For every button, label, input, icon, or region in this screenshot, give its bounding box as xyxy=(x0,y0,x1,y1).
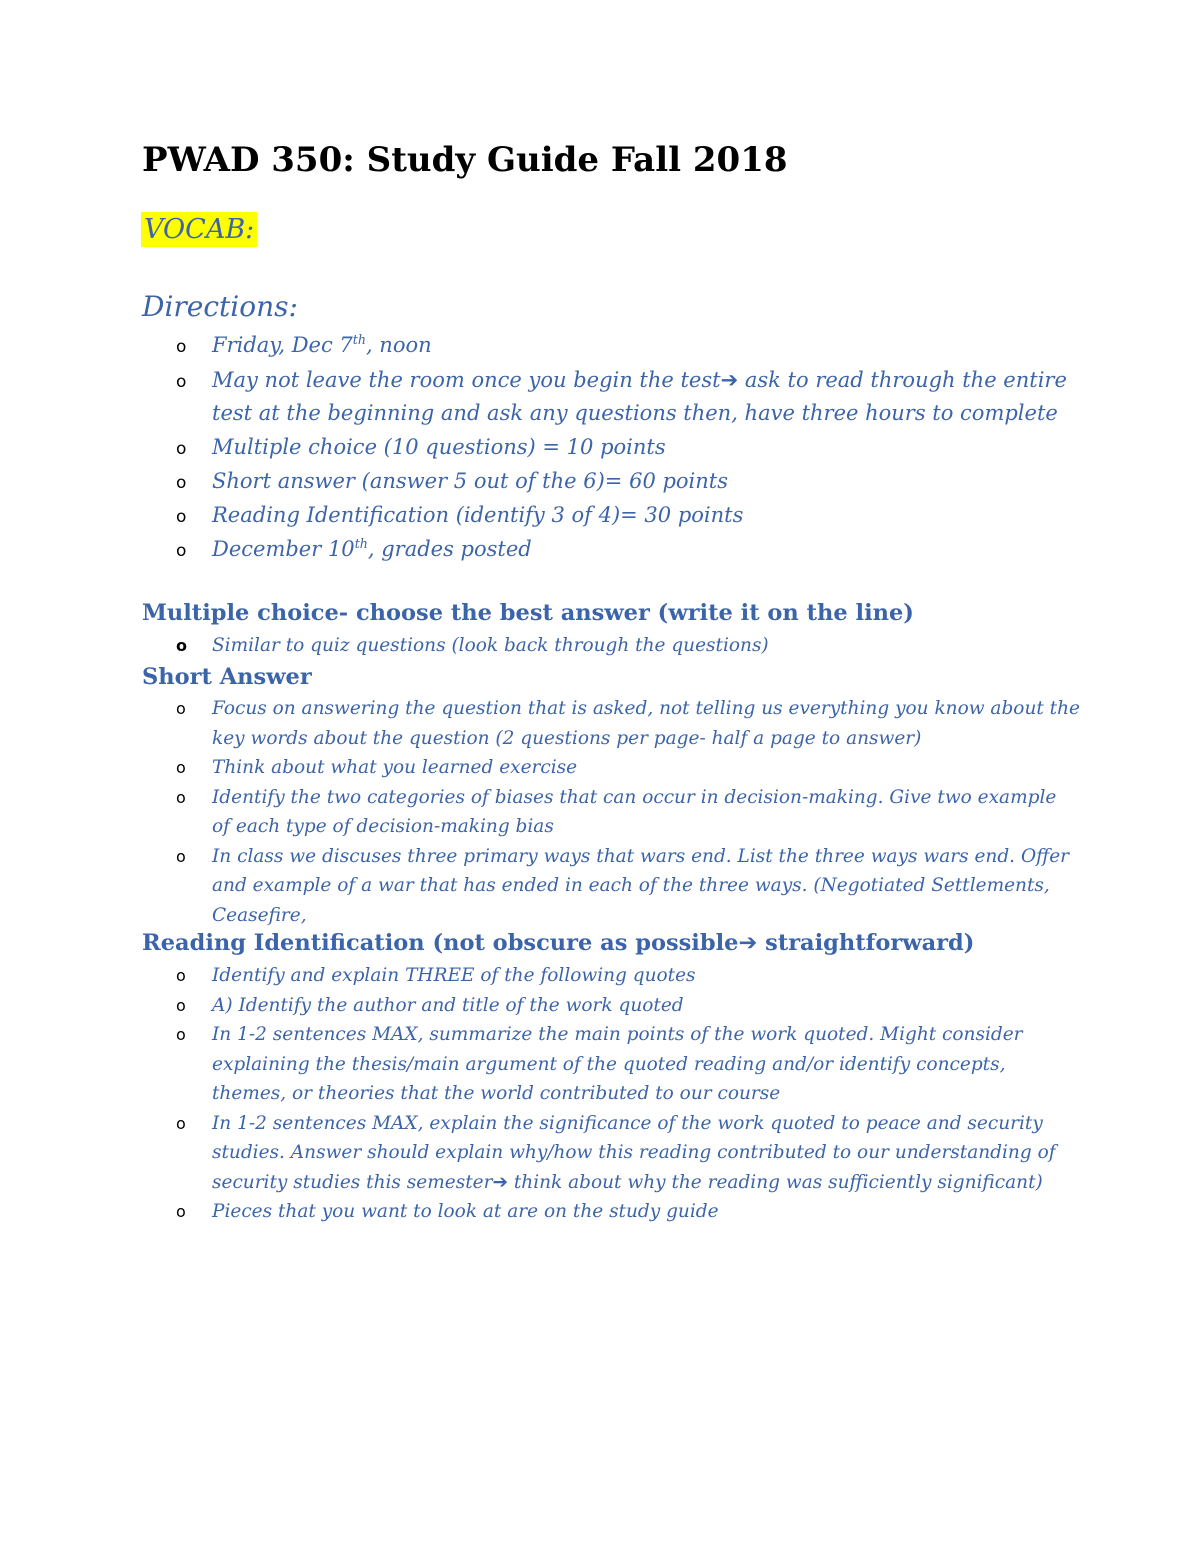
list-item: o A) Identify the author and title of the work quoted xyxy=(0,991,1200,1021)
multiple-choice-list xyxy=(0,631,1200,661)
list-item: o May not leave the room once you begin the test➔ ask to read through the entire test at the beginning and ask any questions then, have three hours to complete xyxy=(176,368,1067,425)
reading-identification-heading: Reading Identification (not obscure as possible➔ straightforward) xyxy=(142,930,975,956)
bullet-icon: o xyxy=(176,1113,186,1133)
arrow-icon: ➔ xyxy=(720,368,739,392)
vocab-label: VOCAB: xyxy=(141,212,257,247)
list-item: o December 10th, grades posted xyxy=(0,533,1200,566)
list-item: o Friday, Dec 7th, noon xyxy=(0,329,1200,362)
bullet-icon: o xyxy=(176,439,187,459)
directions-list xyxy=(0,329,1200,566)
bullet-icon: o xyxy=(176,372,187,392)
directions-heading: Directions: xyxy=(142,290,298,323)
short-answer-list xyxy=(0,694,1200,930)
bullet-icon: o xyxy=(176,758,186,777)
list-item: o Multiple choice (10 questions) = 10 points xyxy=(0,431,1200,464)
list-item: o Think about what you learned exercise xyxy=(0,753,1200,783)
list-item: o Identify the two categories of biases that can occur in decision-making. Give two example of each type of decision-making bias xyxy=(0,783,1200,842)
list-item: o Similar to quiz questions (look back through the questions) xyxy=(0,631,1200,661)
page-title: PWAD 350: Study Guide Fall 2018 xyxy=(142,140,788,180)
bullet-icon: o xyxy=(176,1025,186,1044)
list-item: o Reading Identification (identify 3 of 4)= 30 points xyxy=(0,499,1200,532)
short-answer-heading: Short Answer xyxy=(142,664,312,690)
bullet-icon: o xyxy=(176,846,186,866)
list-item: o In 1-2 sentences MAX, summarize the main points of the work quoted. Might consider explaining the thesis/main argument of the quoted reading and/or identify concepts, themes, or theories that the world contributed to our course xyxy=(0,1020,1200,1109)
bullet-icon: o xyxy=(176,787,186,807)
bullet-icon: o xyxy=(176,699,186,718)
bullet-icon: o xyxy=(176,995,186,1015)
reading-identification-list xyxy=(0,961,1200,1227)
bullet-icon: o xyxy=(176,507,187,527)
list-item: o Identify and explain THREE of the following quotes xyxy=(0,961,1200,991)
multiple-choice-heading: Multiple choice- choose the best answer (write it on the line) xyxy=(142,600,914,626)
list-item: o Focus on answering the question that is asked, not telling us everything you know about the key words about the question (2 questions per page- half a page to answer) xyxy=(0,694,1200,753)
list-item: o Pieces that you want to look at are on the study guide xyxy=(0,1197,1200,1227)
arrow-icon: ➔ xyxy=(738,930,758,956)
bullet-icon: o xyxy=(176,337,187,357)
list-item: o Short answer (answer 5 out of the 6)= 60 points xyxy=(0,465,1200,498)
arrow-icon: ➔ xyxy=(492,1171,508,1193)
bullet-icon: o xyxy=(176,636,187,655)
list-item: o In class we discuses three primary ways that wars end. List the three ways wars end. Offer and example of a war that has ended in each of the three ways. (Negotiated Settlements, Ceasefire, xyxy=(0,842,1200,931)
bullet-icon: o xyxy=(176,473,187,493)
list-item: o In 1-2 sentences MAX, explain the significance of the work quoted to peace and security studies. Answer should explain why/how this reading contributed to our understanding of security studies this semester➔ think about why the reading was sufficiently significant) xyxy=(0,1109,1200,1198)
bullet-icon: o xyxy=(176,1202,186,1221)
bullet-icon: o xyxy=(176,541,187,561)
bullet-icon: o xyxy=(176,966,186,985)
